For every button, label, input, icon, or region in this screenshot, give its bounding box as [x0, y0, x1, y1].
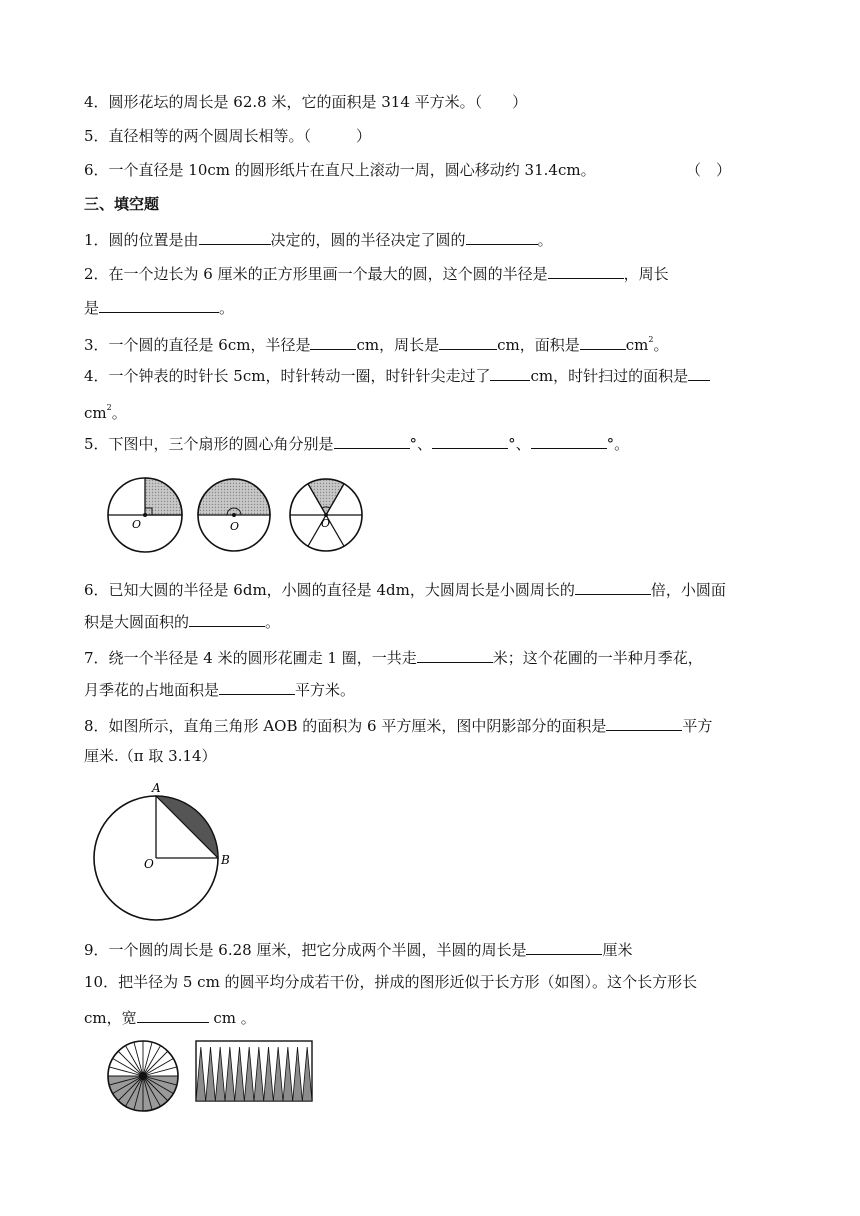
fill-q7-text-c: 月季花的占地面积是	[84, 681, 220, 699]
fill-q3-text-d: cm	[625, 336, 649, 354]
fill-q9-text-a: 9．一个圆的周长是 6.28 厘米，把它分成两个半圆，半圆的周长是	[84, 941, 527, 959]
fill-q10-cont	[84, 1006, 256, 1028]
vertex-label-a: A	[152, 781, 161, 795]
fill-q6-text-c: 积是大圆面积的	[84, 613, 190, 631]
fill-q4-text-a: 4．一个钟表的时针长 5cm，时针转动一圈，时针针尖走过了	[84, 367, 491, 385]
fill-q9	[84, 938, 633, 960]
fill-q7	[84, 646, 703, 668]
fill-q8-cont	[84, 746, 217, 766]
fill-q2-text-d: 。	[219, 299, 235, 317]
fill-q3-text-c: cm，面积是	[497, 336, 580, 354]
fill-q2-text-a: 2．在一个边长为 6 厘米的正方形里画一个最大的圆，这个圆的半径是	[84, 265, 548, 283]
sector-figure	[100, 470, 370, 558]
fill-q5-text-b: °、	[409, 435, 433, 453]
fill-q1-text-a: 1．圆的位置是由	[84, 231, 199, 249]
fill-q10-text-b: cm，宽	[84, 1009, 137, 1027]
fill-q1-text-b: 决定的，圆的半径决定了圆的	[270, 231, 466, 249]
fill-q4-text-c: cm	[84, 404, 107, 422]
judge-q6	[84, 160, 596, 180]
judge-q5	[84, 126, 371, 146]
answer-blank[interactable]	[548, 262, 624, 279]
answer-blank[interactable]	[219, 678, 295, 695]
fill-q10	[84, 972, 697, 992]
answer-blank[interactable]	[439, 333, 497, 350]
fill-q6-text-b: 倍，小圆面	[650, 581, 726, 599]
judge-q4	[84, 92, 527, 112]
fill-q4-cont	[84, 398, 127, 423]
superscript: 2	[106, 403, 112, 412]
sector-circle-3	[290, 479, 362, 551]
fill-q8-text-c: 厘米.（π 取 3.14）	[84, 747, 217, 765]
answer-blank[interactable]	[575, 578, 651, 595]
fill-q3	[84, 330, 668, 355]
answer-blank[interactable]	[490, 364, 530, 381]
section-title	[84, 194, 159, 214]
sector-circle-2	[198, 479, 270, 551]
fill-q4-text-e: 。	[111, 404, 127, 422]
answer-blank[interactable]	[606, 714, 682, 731]
fill-q7-cont	[84, 678, 355, 700]
fill-q2-text-b: ，周长	[623, 265, 669, 283]
fill-q10-text-c: cm 。	[208, 1009, 256, 1027]
answer-blank[interactable]	[432, 432, 508, 449]
fill-q7-text-d: 平方米。	[295, 681, 356, 699]
answer-blank[interactable]	[137, 1006, 209, 1023]
answer-blank[interactable]	[199, 228, 271, 245]
answer-blank[interactable]	[417, 646, 493, 663]
fill-q7-text-a: 7．绕一个半径是 4 米的圆形花圃走 1 圈，一共走	[84, 649, 417, 667]
divided-circle	[108, 1041, 178, 1111]
circle-to-rectangle-figure	[100, 1036, 320, 1116]
fill-q2-cont	[84, 296, 234, 318]
fill-q1-text-c: 。	[537, 231, 553, 249]
fill-q10-text-a: 10．把半径为 5 cm 的圆平均分成若干份，拼成的图形近似于长方形（如图）。这个长方形长	[84, 973, 698, 991]
vertex-label-o: O	[144, 857, 154, 871]
answer-blank[interactable]	[526, 938, 602, 955]
vertex-label-b: B	[221, 853, 230, 867]
judge-q6-paren	[686, 160, 731, 180]
fill-q9-text-b: 厘米	[602, 941, 633, 959]
fill-q6-text-d: 。	[265, 613, 281, 631]
center-label-o: O	[132, 518, 142, 531]
answer-paren: （ ）	[686, 161, 732, 179]
fill-q8	[84, 714, 712, 736]
approx-rectangle	[196, 1041, 312, 1101]
answer-blank[interactable]	[99, 296, 219, 313]
answer-blank[interactable]	[310, 333, 356, 350]
answer-blank[interactable]	[688, 364, 710, 381]
judge-q5-text: 5．直径相等的两个圆周长相等。（ ）	[84, 127, 372, 145]
answer-blank[interactable]	[531, 432, 607, 449]
fill-q8-text-a: 8．如图所示，直角三角形 AOB 的面积为 6 平方厘米，图中阴影部分的面积是	[84, 717, 607, 735]
fill-q5	[84, 432, 629, 454]
fill-q2	[84, 262, 669, 284]
sector-circle-1	[108, 478, 182, 552]
answer-blank[interactable]	[580, 333, 626, 350]
fill-q5-text-d: °。	[606, 435, 630, 453]
fill-q2-text-c: 是	[84, 299, 100, 317]
fill-q7-text-b: 米；这个花圃的一半种月季花，	[492, 649, 703, 667]
fill-q3-text-f: 。	[653, 336, 669, 354]
fill-q6-text-a: 6．已知大圆的半径是 6dm，小圆的直径是 4dm，大圆周长是小圆周长的	[84, 581, 575, 599]
answer-blank[interactable]	[189, 610, 265, 627]
superscript: 2	[648, 335, 654, 344]
fill-q4	[84, 364, 710, 386]
fill-q5-text-a: 5．下图中，三个扇形的圆心角分别是	[84, 435, 334, 453]
aob-figure	[88, 776, 268, 936]
section-title-text: 三、填空题	[84, 195, 160, 213]
fill-q3-text-b: cm，周长是	[356, 336, 440, 354]
judge-q6-text: 6．一个直径是 10cm 的圆形纸片在直尺上滚动一周，圆心移动约 31.4cm。	[84, 161, 596, 179]
fill-q6-cont	[84, 610, 280, 632]
answer-blank[interactable]	[334, 432, 410, 449]
fill-q6	[84, 578, 726, 600]
answer-blank[interactable]	[466, 228, 538, 245]
fill-q3-text-a: 3．一个圆的直径是 6cm，半径是	[84, 336, 311, 354]
center-label-o: O	[321, 517, 331, 530]
judge-q4-text: 4．圆形花坛的周长是 62.8 米，它的面积是 314 平方米。（ ）	[84, 93, 528, 111]
fill-q5-text-c: °、	[508, 435, 531, 453]
fill-q8-text-b: 平方	[682, 717, 713, 735]
center-label-o: O	[230, 520, 240, 533]
fill-q1	[84, 228, 553, 250]
fill-q4-text-b: cm，时针扫过的面积是	[530, 367, 689, 385]
